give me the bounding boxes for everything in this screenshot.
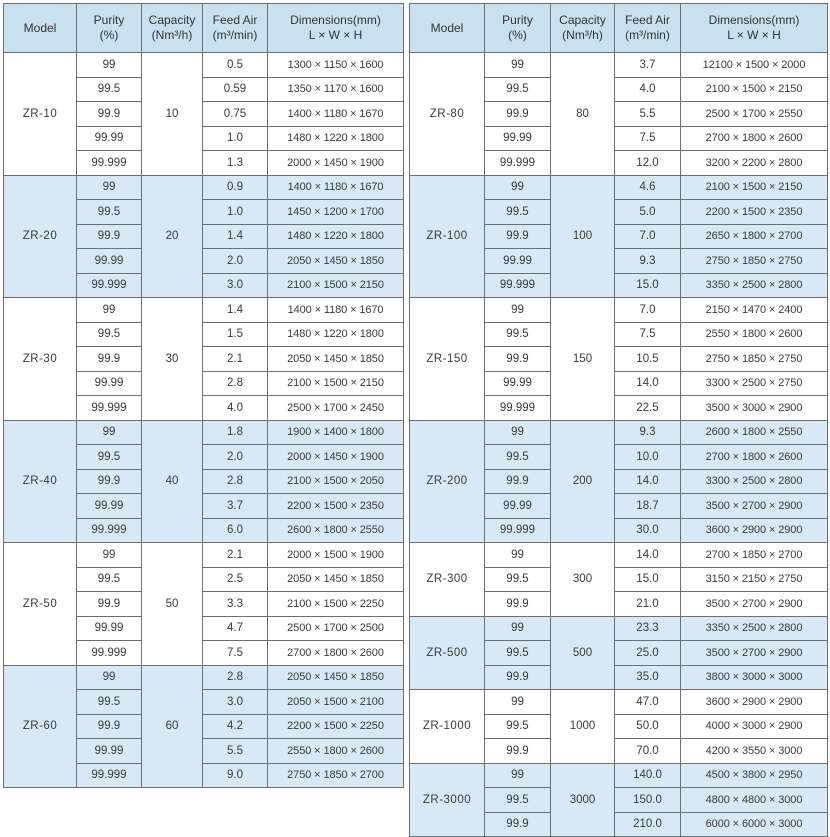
dimensions-cell: 2500 × 1700 × 2550 <box>681 102 828 127</box>
header-model: Model <box>4 4 77 53</box>
feed-air-cell: 0.5 <box>203 53 268 78</box>
dimensions-cell: 1900 × 1400 × 1800 <box>268 420 404 445</box>
feed-air-cell: 2.0 <box>203 445 268 470</box>
table-body-right <box>410 53 828 837</box>
dimensions-cell: 2200 × 1500 × 2350 <box>268 494 404 519</box>
header-dimensions: Dimensions(mm) L × W × H <box>268 4 404 53</box>
capacity-cell: 200 <box>551 420 615 543</box>
purity-cell: 99.999 <box>77 396 142 421</box>
header-model: Model <box>410 4 485 53</box>
capacity-cell: 500 <box>551 616 615 690</box>
purity-cell: 99 <box>77 175 142 200</box>
feed-air-cell: 70.0 <box>615 739 681 764</box>
purity-cell: 99.99 <box>77 249 142 274</box>
header-capacity: Capacity (Nm³/h) <box>551 4 615 53</box>
model-cell: ZR-500 <box>410 616 485 690</box>
feed-air-cell: 4.0 <box>615 77 681 102</box>
table-row <box>410 298 828 323</box>
capacity-cell: 80 <box>551 53 615 176</box>
purity-cell: 99.99 <box>485 126 551 151</box>
header-feed-air: Feed Air (m³/min) <box>203 4 268 53</box>
feed-air-cell: 35.0 <box>615 665 681 690</box>
dimensions-cell: 2700 × 1850 × 2700 <box>681 543 828 568</box>
header-purity: Purity (%) <box>77 4 142 53</box>
purity-cell: 99.9 <box>77 469 142 494</box>
feed-air-cell: 14.0 <box>615 371 681 396</box>
feed-air-cell: 5.0 <box>615 200 681 225</box>
dimensions-cell: 2700 × 1800 × 2600 <box>681 445 828 470</box>
feed-air-cell: 2.0 <box>203 249 268 274</box>
purity-cell: 99.999 <box>485 396 551 421</box>
dimensions-cell: 2700 × 1800 × 2600 <box>681 126 828 151</box>
purity-cell: 99.5 <box>77 445 142 470</box>
table-row <box>410 543 828 568</box>
feed-air-cell: 3.7 <box>203 494 268 519</box>
dimensions-cell: 3200 × 2200 × 2800 <box>681 151 828 176</box>
dimensions-cell: 2600 × 1800 × 2550 <box>681 420 828 445</box>
purity-cell: 99.5 <box>485 567 551 592</box>
header-capacity: Capacity (Nm³/h) <box>142 4 203 53</box>
purity-cell: 99.5 <box>77 690 142 715</box>
feed-air-cell: 2.1 <box>203 543 268 568</box>
purity-cell: 99.5 <box>485 714 551 739</box>
purity-cell: 99.9 <box>485 469 551 494</box>
feed-air-cell: 2.8 <box>203 665 268 690</box>
dimensions-cell: 1450 × 1200 × 1700 <box>268 200 404 225</box>
dimensions-cell: 4000 × 3000 × 2900 <box>681 714 828 739</box>
purity-cell: 99.9 <box>485 102 551 127</box>
dimensions-cell: 2550 × 1800 × 2600 <box>268 739 404 764</box>
feed-air-cell: 7.0 <box>615 298 681 323</box>
dimensions-cell: 2700 × 1800 × 2600 <box>268 641 404 666</box>
dimensions-cell: 2050 × 1500 × 2100 <box>268 690 404 715</box>
feed-air-cell: 22.5 <box>615 396 681 421</box>
feed-air-cell: 18.7 <box>615 494 681 519</box>
dimensions-cell: 1400 × 1180 × 1670 <box>268 175 404 200</box>
purity-cell: 99.999 <box>77 518 142 543</box>
purity-cell: 99 <box>485 420 551 445</box>
dimensions-cell: 2500 × 1700 × 2500 <box>268 616 404 641</box>
purity-cell: 99.5 <box>485 200 551 225</box>
feed-air-cell: 7.0 <box>615 224 681 249</box>
dimensions-cell: 2150 × 1470 × 2400 <box>681 298 828 323</box>
purity-cell: 99.9 <box>77 224 142 249</box>
feed-air-cell: 12.0 <box>615 151 681 176</box>
feed-air-cell: 210.0 <box>615 812 681 837</box>
table-row <box>410 420 828 445</box>
dimensions-cell: 2000 × 1500 × 1900 <box>268 543 404 568</box>
dimensions-cell: 2500 × 1700 × 2450 <box>268 396 404 421</box>
dimensions-cell: 2750 × 1850 × 2750 <box>681 249 828 274</box>
feed-air-cell: 30.0 <box>615 518 681 543</box>
header-purity: Purity (%) <box>485 4 551 53</box>
dimensions-cell: 3500 × 2700 × 2900 <box>681 592 828 617</box>
table-row <box>410 53 828 78</box>
purity-cell: 99 <box>77 420 142 445</box>
dimensions-cell: 1480 × 1220 × 1800 <box>268 224 404 249</box>
table-row <box>4 665 404 690</box>
purity-cell: 99 <box>485 53 551 78</box>
dimensions-cell: 3350 × 2500 × 2800 <box>681 616 828 641</box>
feed-air-cell: 9.3 <box>615 420 681 445</box>
spec-table-left <box>3 3 404 788</box>
capacity-cell: 30 <box>142 298 203 421</box>
purity-cell: 99.9 <box>77 102 142 127</box>
model-cell: ZR-150 <box>410 298 485 421</box>
dimensions-cell: 3300 × 2500 × 2750 <box>681 371 828 396</box>
purity-cell: 99 <box>77 665 142 690</box>
dimensions-cell: 2100 × 1500 × 2150 <box>681 77 828 102</box>
purity-cell: 99.9 <box>77 714 142 739</box>
feed-air-cell: 0.75 <box>203 102 268 127</box>
feed-air-cell: 0.59 <box>203 77 268 102</box>
purity-cell: 99.99 <box>77 494 142 519</box>
dimensions-cell: 4500 × 3800 × 2950 <box>681 763 828 788</box>
dimensions-cell: 2050 × 1450 × 1850 <box>268 347 404 372</box>
purity-cell: 99.9 <box>485 592 551 617</box>
feed-air-cell: 6.0 <box>203 518 268 543</box>
dimensions-cell: 2050 × 1450 × 1850 <box>268 567 404 592</box>
purity-cell: 99 <box>485 543 551 568</box>
feed-air-cell: 5.5 <box>203 739 268 764</box>
model-cell: ZR-200 <box>410 420 485 543</box>
model-cell: ZR-3000 <box>410 763 485 837</box>
feed-air-cell: 4.6 <box>615 175 681 200</box>
capacity-cell: 10 <box>142 53 203 176</box>
dimensions-cell: 2750 × 1850 × 2750 <box>681 347 828 372</box>
dimensions-cell: 2100 × 1500 × 2050 <box>268 469 404 494</box>
capacity-cell: 100 <box>551 175 615 298</box>
table-row <box>4 543 404 568</box>
dimensions-cell: 3600 × 2900 × 2900 <box>681 518 828 543</box>
purity-cell: 99.999 <box>485 151 551 176</box>
dimensions-cell: 2050 × 1450 × 1850 <box>268 665 404 690</box>
feed-air-cell: 25.0 <box>615 641 681 666</box>
feed-air-cell: 4.7 <box>203 616 268 641</box>
spec-table-right <box>409 3 828 837</box>
header-dimensions: Dimensions(mm) L × W × H <box>681 4 828 53</box>
model-cell: ZR-30 <box>4 298 77 421</box>
purity-cell: 99.9 <box>485 224 551 249</box>
purity-cell: 99.999 <box>485 518 551 543</box>
dimensions-cell: 3300 × 2500 × 2800 <box>681 469 828 494</box>
feed-air-cell: 3.0 <box>203 690 268 715</box>
feed-air-cell: 10.0 <box>615 445 681 470</box>
purity-cell: 99.5 <box>485 445 551 470</box>
model-cell: ZR-1000 <box>410 690 485 764</box>
table-row <box>410 690 828 715</box>
capacity-cell: 50 <box>142 543 203 666</box>
purity-cell: 99.5 <box>77 567 142 592</box>
dimensions-cell: 3800 × 3000 × 3000 <box>681 665 828 690</box>
purity-cell: 99.5 <box>77 322 142 347</box>
purity-cell: 99.5 <box>485 322 551 347</box>
model-cell: ZR-60 <box>4 665 77 788</box>
capacity-cell: 3000 <box>551 763 615 837</box>
purity-cell: 99.999 <box>77 641 142 666</box>
purity-cell: 99 <box>485 175 551 200</box>
model-cell: ZR-100 <box>410 175 485 298</box>
purity-cell: 99 <box>485 690 551 715</box>
purity-cell: 99 <box>485 616 551 641</box>
dimensions-cell: 1480 × 1220 × 1800 <box>268 322 404 347</box>
purity-cell: 99.9 <box>485 812 551 837</box>
purity-cell: 99 <box>77 53 142 78</box>
feed-air-cell: 2.8 <box>203 469 268 494</box>
header-row <box>4 4 404 53</box>
purity-cell: 99.5 <box>485 77 551 102</box>
feed-air-cell: 15.0 <box>615 273 681 298</box>
dimensions-cell: 2100 × 1500 × 2150 <box>268 371 404 396</box>
purity-cell: 99.999 <box>77 151 142 176</box>
purity-cell: 99.99 <box>485 371 551 396</box>
table-row <box>4 53 404 78</box>
feed-air-cell: 9.0 <box>203 763 268 788</box>
feed-air-cell: 150.0 <box>615 788 681 813</box>
capacity-cell: 20 <box>142 175 203 298</box>
purity-cell: 99 <box>77 543 142 568</box>
feed-air-cell: 14.0 <box>615 543 681 568</box>
dimensions-cell: 2000 × 1450 × 1900 <box>268 151 404 176</box>
capacity-cell: 1000 <box>551 690 615 764</box>
feed-air-cell: 21.0 <box>615 592 681 617</box>
purity-cell: 99.9 <box>485 665 551 690</box>
purity-cell: 99.99 <box>77 616 142 641</box>
feed-air-cell: 4.2 <box>203 714 268 739</box>
dimensions-cell: 2650 × 1800 × 2700 <box>681 224 828 249</box>
feed-air-cell: 47.0 <box>615 690 681 715</box>
purity-cell: 99.99 <box>77 126 142 151</box>
dimensions-cell: 2100 × 1500 × 2250 <box>268 592 404 617</box>
purity-cell: 99.99 <box>77 371 142 396</box>
feed-air-cell: 3.3 <box>203 592 268 617</box>
model-cell: ZR-10 <box>4 53 77 176</box>
purity-cell: 99.999 <box>77 273 142 298</box>
purity-cell: 99.999 <box>77 763 142 788</box>
feed-air-cell: 1.3 <box>203 151 268 176</box>
table-row <box>4 420 404 445</box>
dimensions-cell: 2200 × 1500 × 2350 <box>681 200 828 225</box>
header-row <box>410 4 828 53</box>
feed-air-cell: 7.5 <box>615 322 681 347</box>
dimensions-cell: 3150 × 2150 × 2750 <box>681 567 828 592</box>
feed-air-cell: 7.5 <box>615 126 681 151</box>
feed-air-cell: 2.5 <box>203 567 268 592</box>
model-cell: ZR-40 <box>4 420 77 543</box>
feed-air-cell: 9.3 <box>615 249 681 274</box>
feed-air-cell: 1.4 <box>203 224 268 249</box>
purity-cell: 99.99 <box>485 494 551 519</box>
purity-cell: 99 <box>77 298 142 323</box>
dimensions-cell: 2600 × 1800 × 2550 <box>268 518 404 543</box>
purity-cell: 99.5 <box>485 641 551 666</box>
dimensions-cell: 3600 × 2900 × 2900 <box>681 690 828 715</box>
dimensions-cell: 1300 × 1150 × 1600 <box>268 53 404 78</box>
feed-air-cell: 50.0 <box>615 714 681 739</box>
feed-air-cell: 1.5 <box>203 322 268 347</box>
feed-air-cell: 3.7 <box>615 53 681 78</box>
dimensions-cell: 4800 × 4800 × 3000 <box>681 788 828 813</box>
purity-cell: 99.9 <box>77 592 142 617</box>
dimensions-cell: 1400 × 1180 × 1670 <box>268 298 404 323</box>
model-cell: ZR-80 <box>410 53 485 176</box>
table-row <box>410 763 828 788</box>
purity-cell: 99.5 <box>485 788 551 813</box>
feed-air-cell: 15.0 <box>615 567 681 592</box>
dimensions-cell: 3500 × 2700 × 2900 <box>681 641 828 666</box>
dimensions-cell: 6000 × 6000 × 3000 <box>681 812 828 837</box>
table-body-left <box>4 53 404 788</box>
dimensions-cell: 2100 × 1500 × 2150 <box>681 175 828 200</box>
purity-cell: 99.9 <box>485 739 551 764</box>
dimensions-cell: 1480 × 1220 × 1800 <box>268 126 404 151</box>
feed-air-cell: 14.0 <box>615 469 681 494</box>
feed-air-cell: 1.8 <box>203 420 268 445</box>
capacity-cell: 40 <box>142 420 203 543</box>
dimensions-cell: 3500 × 2700 × 2900 <box>681 494 828 519</box>
feed-air-cell: 2.8 <box>203 371 268 396</box>
header-feed-air: Feed Air (m³/min) <box>615 4 681 53</box>
capacity-cell: 60 <box>142 665 203 788</box>
capacity-cell: 150 <box>551 298 615 421</box>
feed-air-cell: 10.5 <box>615 347 681 372</box>
purity-cell: 99.99 <box>485 249 551 274</box>
purity-cell: 99 <box>485 763 551 788</box>
feed-air-cell: 140.0 <box>615 763 681 788</box>
feed-air-cell: 2.1 <box>203 347 268 372</box>
purity-cell: 99.5 <box>77 200 142 225</box>
feed-air-cell: 3.0 <box>203 273 268 298</box>
feed-air-cell: 1.0 <box>203 200 268 225</box>
capacity-cell: 300 <box>551 543 615 617</box>
feed-air-cell: 5.5 <box>615 102 681 127</box>
purity-cell: 99.999 <box>485 273 551 298</box>
purity-cell: 99.9 <box>485 347 551 372</box>
feed-air-cell: 4.0 <box>203 396 268 421</box>
purity-cell: 99.5 <box>77 77 142 102</box>
purity-cell: 99.9 <box>77 347 142 372</box>
purity-cell: 99.99 <box>77 739 142 764</box>
dimensions-cell: 3350 × 2500 × 2800 <box>681 273 828 298</box>
model-cell: ZR-20 <box>4 175 77 298</box>
dimensions-cell: 12100 × 1500 × 2000 <box>681 53 828 78</box>
dimensions-cell: 1350 × 1170 × 1600 <box>268 77 404 102</box>
dimensions-cell: 4200 × 3550 × 3000 <box>681 739 828 764</box>
table-row <box>4 175 404 200</box>
feed-air-cell: 7.5 <box>203 641 268 666</box>
dimensions-cell: 2200 × 1500 × 2250 <box>268 714 404 739</box>
feed-air-cell: 1.4 <box>203 298 268 323</box>
feed-air-cell: 1.0 <box>203 126 268 151</box>
table-row <box>410 616 828 641</box>
dimensions-cell: 2550 × 1800 × 2600 <box>681 322 828 347</box>
dimensions-cell: 1400 × 1180 × 1670 <box>268 102 404 127</box>
dimensions-cell: 2050 × 1450 × 1850 <box>268 249 404 274</box>
feed-air-cell: 23.3 <box>615 616 681 641</box>
dimensions-cell: 3500 × 3000 × 2900 <box>681 396 828 421</box>
model-cell: ZR-50 <box>4 543 77 666</box>
purity-cell: 99 <box>485 298 551 323</box>
table-row <box>410 175 828 200</box>
dimensions-cell: 2750 × 1850 × 2700 <box>268 763 404 788</box>
table-row <box>4 298 404 323</box>
feed-air-cell: 0.9 <box>203 175 268 200</box>
dimensions-cell: 2100 × 1500 × 2150 <box>268 273 404 298</box>
dimensions-cell: 2000 × 1450 × 1900 <box>268 445 404 470</box>
model-cell: ZR-300 <box>410 543 485 617</box>
